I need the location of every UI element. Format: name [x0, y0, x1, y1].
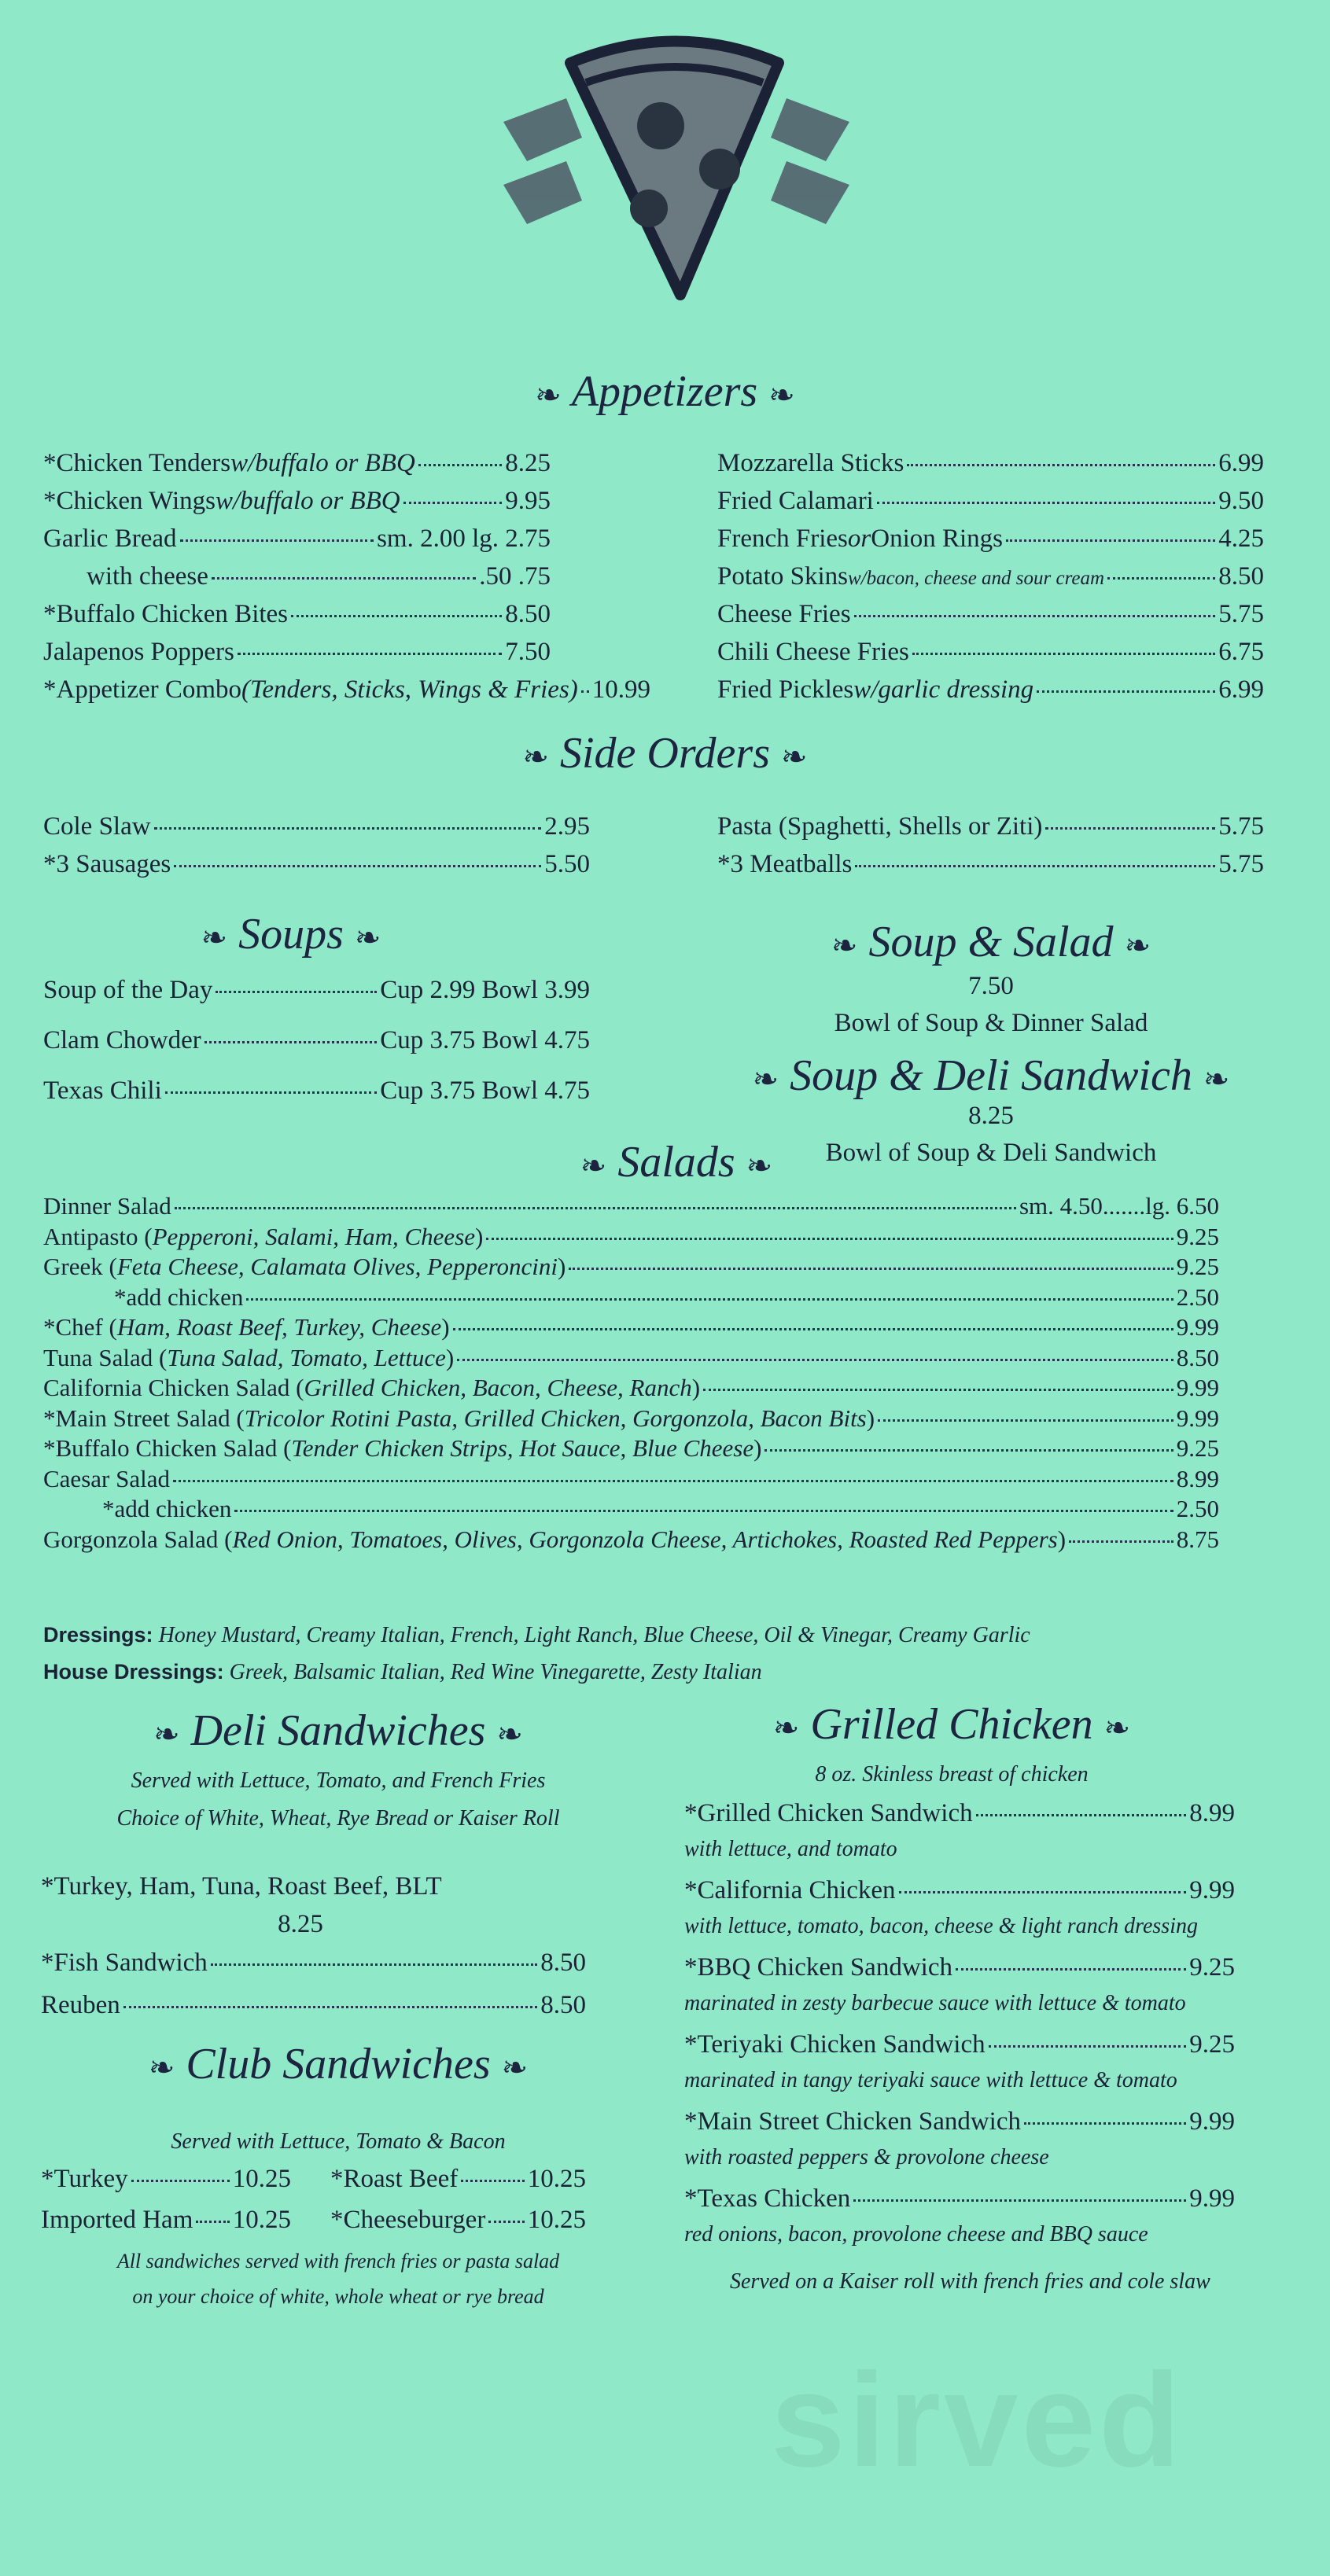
- soup-deli-title: ❧ Soup & Deli Sandwich ❧: [752, 1051, 1230, 1100]
- dot-leader: [154, 827, 542, 830]
- item-name: *Chicken Wings: [43, 487, 216, 515]
- item-price: 8.99: [1176, 1464, 1219, 1492]
- item-name: *Texas Chicken: [684, 2184, 851, 2213]
- menu-item: [43, 1191, 1219, 1220]
- item-note: w/bacon, cheese and sour cream: [847, 568, 1105, 589]
- dot-leader: [174, 865, 541, 867]
- menu-item: [43, 1433, 1219, 1463]
- house-dressings-label: House Dressings:: [43, 1660, 224, 1684]
- item-name: Cole Slaw: [43, 812, 151, 841]
- item-price: 8.50: [540, 1949, 586, 1977]
- item-price: 6.99: [1218, 675, 1264, 704]
- item-price: 8.50: [1176, 1343, 1219, 1371]
- menu-item: [717, 524, 1264, 555]
- menu-item: [41, 2205, 291, 2236]
- deli-sub1: Served with Lettuce, Tomato, and French Fries: [131, 1768, 546, 1793]
- item-price: 9.25: [1176, 1222, 1219, 1250]
- item-name: Fried Calamari: [717, 487, 874, 515]
- item-note: w/buffalo or BBQ: [230, 449, 415, 477]
- grilled-item-desc: marinated in tangy teriyaki sauce with lettuce & tomato: [684, 2068, 1177, 2092]
- item-note-close: ): [691, 1374, 701, 1401]
- item-price: 4.25: [1218, 524, 1264, 553]
- dot-leader: [131, 2180, 230, 2182]
- dot-leader: [173, 1480, 1173, 1482]
- dot-leader: [1069, 1540, 1173, 1543]
- item-name: *3 Sausages: [43, 850, 171, 878]
- menu-item: [684, 1798, 1235, 1830]
- menu-item: [717, 448, 1264, 480]
- item-price: 9.25: [1189, 2030, 1235, 2059]
- menu-item: [717, 486, 1264, 517]
- item-price: 9.50: [1218, 487, 1264, 515]
- salads-title: ❧ Salads ❧: [580, 1138, 773, 1187]
- dot-leader: [418, 464, 502, 466]
- item-price: Cup 2.99 Bowl 3.99: [380, 976, 590, 1004]
- dot-leader: [703, 1389, 1173, 1391]
- item-price: 5.75: [1218, 850, 1264, 878]
- dot-leader: [211, 1963, 537, 1966]
- item-price: 6.99: [1218, 449, 1264, 477]
- menu-item: [41, 2164, 291, 2195]
- dot-leader: [1037, 690, 1215, 693]
- menu-item: [43, 1525, 1219, 1554]
- grilled-footer: Served on a Kaiser roll with french fries and cole slaw: [730, 2269, 1210, 2294]
- dot-leader: [907, 464, 1215, 466]
- dot-leader: [878, 1419, 1173, 1422]
- item-note-close: ): [1057, 1525, 1067, 1553]
- item-note: Tricolor Rotini Pasta, Grilled Chicken, Gorgonzola, Bacon Bits: [244, 1404, 867, 1432]
- item-note-close: ): [866, 1404, 875, 1432]
- item-price: 9.95: [505, 487, 551, 515]
- item-note-close: ): [475, 1222, 484, 1250]
- grilled-item-desc: red onions, bacon, provolone cheese and BBQ sauce: [684, 2222, 1148, 2247]
- dot-leader: [204, 1041, 377, 1043]
- item-price: 9.25: [1189, 1953, 1235, 1982]
- menu-item: [43, 524, 551, 555]
- pizza-slice-logo: [496, 28, 857, 311]
- dot-leader: [1107, 577, 1215, 580]
- grilled-sub: 8 oz. Skinless breast of chicken: [815, 1762, 1089, 1787]
- item-name-extra: Onion Rings: [871, 524, 1004, 553]
- dot-leader: [764, 1449, 1173, 1452]
- deli-combo-price: 8.25: [278, 1910, 323, 1938]
- item-name: *Main Street Salad (: [43, 1404, 245, 1432]
- dot-leader: [581, 690, 589, 693]
- menu-item: [717, 675, 1264, 706]
- item-name: Tuna Salad (: [43, 1343, 168, 1371]
- menu-item: [43, 599, 551, 631]
- item-price: Cup 3.75 Bowl 4.75: [380, 1076, 590, 1105]
- menu-item: [41, 1990, 586, 2022]
- item-note-close: ): [753, 1434, 762, 1462]
- menu-item: [102, 1494, 1219, 1523]
- club-sub: Served with Lettuce, Tomato & Bacon: [171, 2129, 506, 2154]
- item-price: 10.99: [591, 675, 651, 704]
- dot-leader: [486, 1238, 1173, 1240]
- menu-item: [43, 1252, 1219, 1281]
- menu-item: [43, 1343, 1219, 1372]
- menu-item: [717, 599, 1264, 631]
- side-orders-title: ❧ Side Orders ❧: [522, 729, 808, 778]
- grilled-item-desc: marinated in zesty barbecue sauce with lettuce & tomato: [684, 1991, 1186, 2015]
- item-note: Grilled Chicken, Bacon, Cheese, Ranch: [304, 1374, 692, 1401]
- item-price: sm. 2.00 lg. 2.75: [377, 524, 551, 553]
- item-name: Gorgonzola Salad (: [43, 1525, 233, 1553]
- menu-item: [330, 2205, 586, 2236]
- item-price: 5.75: [1218, 812, 1264, 841]
- dot-leader: [196, 2221, 229, 2223]
- menu-item: [684, 2184, 1235, 2215]
- dot-leader: [1045, 827, 1215, 830]
- menu-item: [717, 637, 1264, 668]
- club-sandwiches-title: ❧ Club Sandwiches ❧: [148, 2040, 529, 2088]
- soup-deli-desc: Bowl of Soup & Deli Sandwich: [825, 1139, 1157, 1167]
- menu-item: [43, 1404, 1219, 1433]
- item-price: 9.99: [1176, 1313, 1219, 1341]
- dressings-list: Honey Mustard, Creamy Italian, French, Light Ranch, Blue Cheese, Oil & Vinegar, Creamy Garlic: [158, 1623, 1030, 1647]
- menu-item: [43, 1373, 1219, 1402]
- item-price: 9.25: [1176, 1434, 1219, 1462]
- item-name: Cheese Fries: [717, 600, 851, 628]
- menu-item: [717, 811, 1264, 843]
- grilled-item-desc: with lettuce, tomato, bacon, cheese & light ranch dressing: [684, 1914, 1198, 1938]
- item-price: 9.99: [1176, 1374, 1219, 1401]
- menu-item: [43, 637, 551, 668]
- house-dressings-line: [43, 1659, 762, 1686]
- dot-leader: [246, 1298, 1173, 1301]
- dot-leader: [234, 1510, 1173, 1512]
- item-price: 8.50: [505, 600, 551, 628]
- grilled-chicken-title: ❧ Grilled Chicken ❧: [772, 1700, 1131, 1749]
- item-name: Jalapenos Poppers: [43, 638, 234, 666]
- house-dressings-list: Greek, Balsamic Italian, Red Wine Vinegarette, Zesty Italian: [229, 1660, 762, 1684]
- club-note2: on your choice of white, whole wheat or rye bread: [132, 2285, 544, 2308]
- item-name: *3 Meatballs: [717, 850, 853, 878]
- item-note: w/buffalo or BBQ: [215, 487, 400, 515]
- menu-item: [41, 1948, 586, 1979]
- deli-combo: *Turkey, Ham, Tuna, Roast Beef, BLT: [41, 1872, 442, 1901]
- item-price: 2.50: [1176, 1282, 1219, 1311]
- item-name: *Roast Beef: [330, 2165, 459, 2193]
- menu-item: [717, 561, 1264, 593]
- dot-leader: [238, 653, 502, 655]
- menu-item: [684, 2030, 1235, 2061]
- menu-item: [43, 486, 551, 517]
- menu-item: [43, 675, 651, 706]
- item-price: 9.99: [1189, 2107, 1235, 2136]
- item-price: 5.50: [544, 850, 590, 878]
- dot-leader: [989, 2045, 1187, 2048]
- item-price: 8.50: [1218, 562, 1264, 591]
- item-name: Garlic Bread: [43, 524, 177, 553]
- menu-item: [43, 811, 590, 843]
- dot-leader: [877, 502, 1215, 504]
- item-name: Potato Skins: [717, 562, 848, 591]
- item-note: Ham, Roast Beef, Turkey, Cheese: [116, 1313, 442, 1341]
- item-name: Reuben: [41, 1991, 120, 2019]
- menu-item: [43, 975, 590, 1006]
- item-name: *California Chicken: [684, 1876, 896, 1904]
- dot-leader: [180, 539, 374, 542]
- dot-leader: [291, 615, 502, 617]
- item-name: California Chicken Salad (: [43, 1374, 304, 1401]
- item-name: Soup of the Day: [43, 976, 213, 1004]
- item-price: 9.99: [1176, 1404, 1219, 1432]
- item-note: w/garlic dressing: [853, 675, 1034, 704]
- item-name: Clam Chowder: [43, 1026, 201, 1054]
- dot-leader: [488, 2221, 524, 2223]
- sirved-watermark: sirved: [771, 2346, 1184, 2495]
- item-price: 8.50: [540, 1991, 586, 2019]
- menu-item: [684, 1952, 1235, 1984]
- item-name: *add chicken: [102, 1495, 232, 1522]
- item-note-close: ): [557, 1253, 566, 1280]
- item-name: *Chef (: [43, 1313, 117, 1341]
- dot-leader: [453, 1328, 1173, 1330]
- item-price: 9.99: [1189, 2184, 1235, 2213]
- soup-salad-desc: Bowl of Soup & Dinner Salad: [834, 1009, 1148, 1037]
- deli-sub2: Choice of White, Wheat, Rye Bread or Kaiser Roll: [116, 1806, 560, 1831]
- item-price: 10.25: [232, 2206, 291, 2234]
- item-note: Red Onion, Tomatoes, Olives, Gorgonzola Cheese, Artichokes, Roasted Red Peppers: [232, 1525, 1058, 1553]
- dot-leader: [1006, 539, 1215, 542]
- item-name: *BBQ Chicken Sandwich: [684, 1953, 952, 1982]
- item-note: Tender Chicken Strips, Hot Sauce, Blue Cheese: [291, 1434, 754, 1462]
- item-name: *Turkey: [41, 2165, 128, 2193]
- appetizers-title: ❧ Appetizers ❧: [535, 367, 795, 416]
- item-name: *Grilled Chicken Sandwich: [684, 1799, 973, 1827]
- menu-item: [684, 1875, 1235, 1907]
- menu-item: [717, 849, 1264, 881]
- item-price: 2.50: [1176, 1495, 1219, 1522]
- item-price: 5.75: [1218, 600, 1264, 628]
- menu-item: [43, 849, 590, 881]
- item-price: Cup 3.75 Bowl 4.75: [380, 1026, 590, 1054]
- item-name: *Teriyaki Chicken Sandwich: [684, 2030, 986, 2059]
- dressings-label: Dressings:: [43, 1623, 153, 1647]
- dot-leader: [855, 865, 1215, 867]
- dot-leader: [457, 1359, 1173, 1361]
- menu-item: [114, 1282, 1219, 1312]
- deli-sandwiches-title: ❧ Deli Sandwiches ❧: [153, 1706, 523, 1755]
- item-price: 9.99: [1189, 1876, 1235, 1904]
- item-name: Dinner Salad: [43, 1192, 171, 1220]
- club-note1: All sandwiches served with french fries or pasta salad: [116, 2250, 560, 2272]
- item-name: Texas Chili: [43, 1076, 162, 1105]
- item-name: *Cheeseburger: [330, 2206, 486, 2234]
- item-price: 10.25: [232, 2165, 291, 2193]
- item-note: Tuna Salad, Tomato, Lettuce: [167, 1343, 446, 1371]
- dot-leader: [1024, 2122, 1186, 2125]
- item-name: Mozzarella Sticks: [717, 449, 904, 477]
- item-note: (Tenders, Sticks, Wings & Fries): [241, 675, 578, 704]
- menu-item: [684, 2107, 1235, 2138]
- item-price: .50 .75: [479, 562, 551, 591]
- dot-leader: [165, 1091, 377, 1094]
- dot-leader: [976, 1814, 1187, 1816]
- dot-leader: [461, 2180, 525, 2182]
- item-name: Pasta (Spaghetti, Shells or Ziti): [717, 812, 1043, 841]
- dot-leader: [403, 502, 503, 504]
- item-price: sm. 4.50.......lg. 6.50: [1019, 1192, 1219, 1220]
- item-note: Feta Cheese, Calamata Olives, Pepperoncini: [116, 1253, 558, 1280]
- item-name: French Fries: [717, 524, 848, 553]
- dot-leader: [569, 1268, 1173, 1270]
- dot-leader: [175, 1207, 1016, 1209]
- item-note: Pepperoni, Salami, Ham, Cheese: [152, 1222, 476, 1250]
- item-price: 8.75: [1176, 1525, 1219, 1553]
- menu-item: [43, 1076, 590, 1107]
- item-name: *Main Street Chicken Sandwich: [684, 2107, 1022, 2136]
- dot-leader: [123, 2006, 537, 2008]
- item-name: Caesar Salad: [43, 1464, 170, 1492]
- dot-leader: [212, 577, 476, 580]
- item-price: 6.75: [1218, 638, 1264, 666]
- item-price: 7.50: [505, 638, 551, 666]
- item-price: 2.95: [544, 812, 590, 841]
- menu-item: [43, 1222, 1219, 1251]
- item-price: 8.25: [505, 449, 551, 477]
- menu-item: [330, 2164, 586, 2195]
- dressings-line: [43, 1622, 1030, 1649]
- item-name: *Buffalo Chicken Salad (: [43, 1434, 292, 1462]
- dot-leader: [216, 991, 377, 993]
- item-name: Chili Cheese Fries: [717, 638, 909, 666]
- menu-item: [43, 1464, 1219, 1493]
- item-name: Greek (: [43, 1253, 117, 1280]
- item-note-close: ): [441, 1313, 450, 1341]
- item-name: *Appetizer Combo: [43, 675, 242, 704]
- menu-item: [43, 448, 551, 480]
- item-name: *Buffalo Chicken Bites: [43, 600, 289, 628]
- grilled-item-desc: with roasted peppers & provolone cheese: [684, 2145, 1049, 2169]
- item-name: Imported Ham: [41, 2206, 193, 2234]
- item-price: 10.25: [527, 2206, 586, 2234]
- soup-deli-price: 8.25: [968, 1102, 1014, 1130]
- grilled-item-desc: with lettuce, and tomato: [684, 1837, 897, 1861]
- menu-item: [43, 1312, 1219, 1341]
- soups-title: ❧ Soups ❧: [201, 910, 381, 959]
- dot-leader: [899, 1891, 1187, 1893]
- item-note-close: ): [445, 1343, 455, 1371]
- item-name: with cheese: [87, 562, 208, 591]
- dot-leader: [912, 653, 1215, 655]
- item-name: *add chicken: [114, 1282, 244, 1311]
- item-name: *Fish Sandwich: [41, 1949, 208, 1977]
- soup-salad-price: 7.50: [968, 972, 1014, 1000]
- item-price: 10.25: [527, 2165, 586, 2193]
- dot-leader: [956, 1968, 1186, 1971]
- menu-item: [87, 561, 551, 593]
- soup-salad-title: ❧ Soup & Salad ❧: [831, 918, 1151, 966]
- item-name: Fried Pickles: [717, 675, 854, 704]
- dot-leader: [853, 2199, 1186, 2202]
- item-name: Antipasto (: [43, 1222, 153, 1250]
- item-price: 9.25: [1176, 1253, 1219, 1280]
- dot-leader: [854, 615, 1216, 617]
- item-price: 8.99: [1189, 1799, 1235, 1827]
- item-name: *Chicken Tenders: [43, 449, 231, 477]
- item-note: or: [847, 524, 871, 553]
- menu-item: [43, 1025, 590, 1057]
